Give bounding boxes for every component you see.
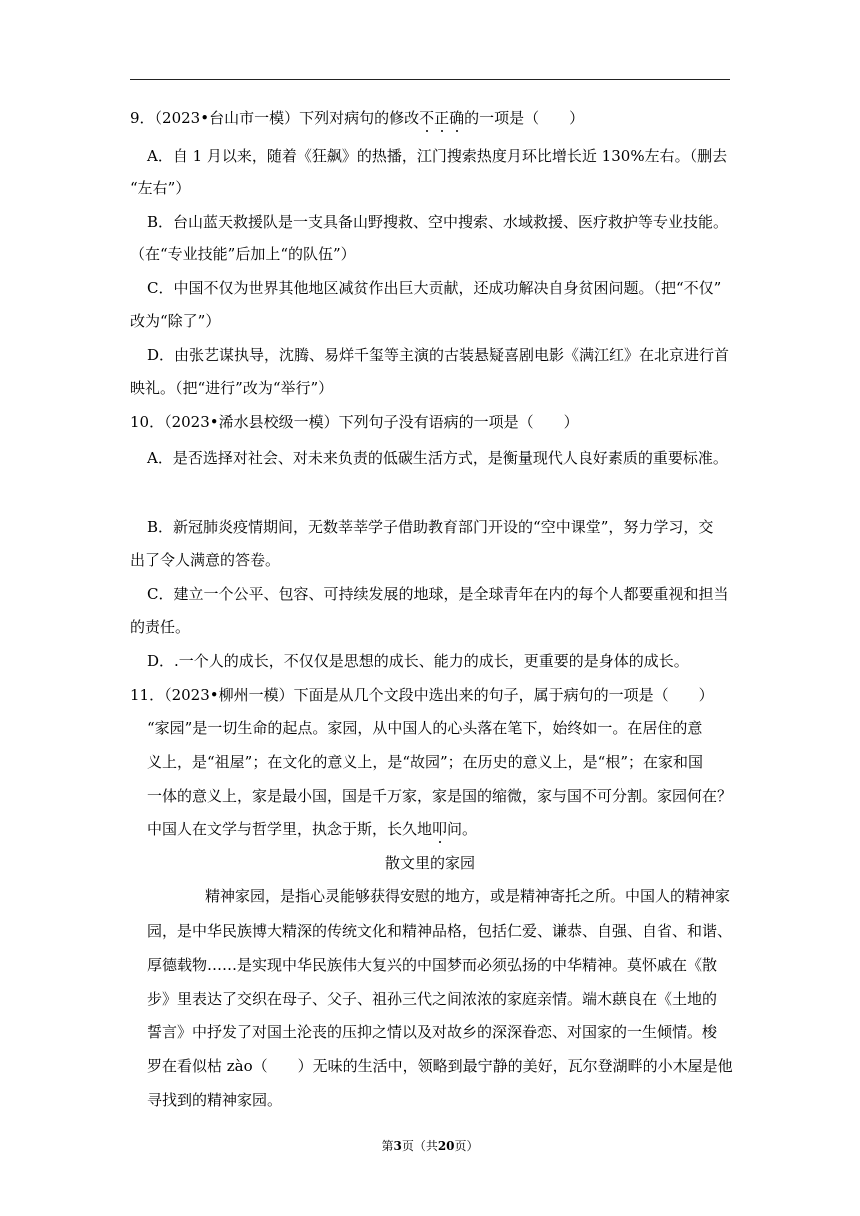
- q9-emphasis-char: 确: [449, 109, 465, 127]
- q9-stem-text: 9．（2023•台山市一模）下列对病句的修改: [130, 109, 420, 127]
- q9-option-c-cont: 改为“除了”）: [130, 312, 221, 330]
- footer-text: 页（共: [401, 1139, 438, 1153]
- q10-option-c: C．建立一个公平、包容、可持续发展的地球，是全球青年在内的每个人都要重视和担当: [147, 585, 729, 603]
- page-footer: [0, 1138, 860, 1154]
- essay-line: 园，是中华民族博大精深的传统文化和精神品格，包括仁爱、谦恭、自强、自省、和谐、: [147, 922, 733, 940]
- q11-emphasis-char: 叩: [432, 820, 448, 838]
- essay-line: 誓言》中抒发了对国土沦丧的压抑之情以及对故乡的深深眷恋、对国家的一生倾情。梭: [147, 1023, 718, 1041]
- essay-line: 步》里表达了交织在母子、父子、祖孙三代之间浓浓的家庭亲情。端木蕻良在《土地的: [147, 990, 718, 1008]
- q9-stem-tail: 的一项是（ ）: [464, 109, 585, 127]
- page-total: 20: [437, 1139, 455, 1153]
- q10-option-d: D．.一个人的成长，不仅仅是思想的成长、能力的成长，更重要的是身体的成长。: [147, 652, 689, 670]
- q10-option-a: A．是否选择对社会、对未来负责的低碳生活方式，是衡量现代人良好素质的重要标准。: [147, 449, 728, 467]
- q9-option-d: D．由张艺谋执导，沈腾、易烊千玺等主演的古装悬疑喜剧电影《满江红》在北京进行首: [147, 346, 730, 364]
- q11-passage-text: 问。: [447, 820, 478, 838]
- q11-passage-line: 一体的意义上，家是最小国，国是千万家，家是国的缩微，家与国不可分割。家园何在？: [147, 787, 733, 805]
- page-number: 3: [393, 1139, 402, 1153]
- q11-passage-line: [147, 819, 477, 839]
- q9-emphasis-char: 正: [434, 109, 450, 127]
- q9-stem: [130, 108, 584, 128]
- essay-line: 寻找到的精神家园。: [147, 1091, 283, 1109]
- footer-text: 第: [381, 1139, 394, 1153]
- q9-option-a-cont: “左右”）: [130, 179, 191, 197]
- footer-text: 页）: [454, 1139, 479, 1153]
- essay-title: 散文里的家园: [384, 854, 475, 872]
- q9-option-b: B．台山蓝天救援队是一支具备山野搜救、空中搜索、水域救援、医疗救护等专业技能。: [147, 213, 729, 231]
- q10-option-b-cont: 出了令人满意的答卷。: [130, 551, 281, 569]
- q10-stem: 10．（2023•浠水县校级一模）下列句子没有语病的一项是（ ）: [130, 413, 579, 431]
- essay-line: 罗在看似枯 zào（ ）无味的生活中，领略到最宁静的美好，瓦尔登湖畔的小木屋是他: [147, 1057, 733, 1075]
- header-rule: [130, 79, 730, 80]
- q11-passage-text: 中国人在文学与哲学里，执念于斯，长久地: [147, 820, 433, 838]
- q9-emphasis-char: 不: [419, 109, 435, 127]
- q11-passage-line: “家园”是一切生命的起点。家园，从中国人的心头落在笔下，始终如一。在居住的意: [147, 719, 703, 737]
- q11-passage-line: 义上，是“祖屋”；在文化的意义上，是“故园”；在历史的意义上，是“根”；在家和国: [147, 753, 704, 771]
- q9-option-c: C．中国不仅为世界其他地区减贫作出巨大贡献，还成功解决自身贫困问题。（把“不仅”: [147, 279, 722, 297]
- q10-option-b: B．新冠肺炎疫情期间，无数莘莘学子借助教育部门开设的“空中课堂”，努力学习，交: [147, 518, 714, 536]
- q10-option-c-cont: 的责任。: [130, 618, 191, 636]
- q9-option-b-cont: （在“专业技能”后加上“的队伍”）: [130, 245, 356, 263]
- q9-option-d-cont: 映礼。（把“进行”改为“举行”）: [130, 379, 334, 397]
- q11-stem: 11．（2023•柳州一模）下面是从几个文段中选出来的句子，属于病句的一项是（ ）: [130, 686, 714, 704]
- q9-option-a: A．自 1 月以来，随着《狂飙》的热播，江门搜索热度月环比增长近 130%左右。（删去: [147, 147, 728, 165]
- essay-line: 厚德载物……是实现中华民族伟大复兴的中国梦而必须弘扬的中华精神。莫怀戚在《散: [147, 956, 718, 974]
- essay-line: 精神家园，是指心灵能够获得安慰的地方，或是精神寄托之所。中国人的精神家: [205, 887, 731, 905]
